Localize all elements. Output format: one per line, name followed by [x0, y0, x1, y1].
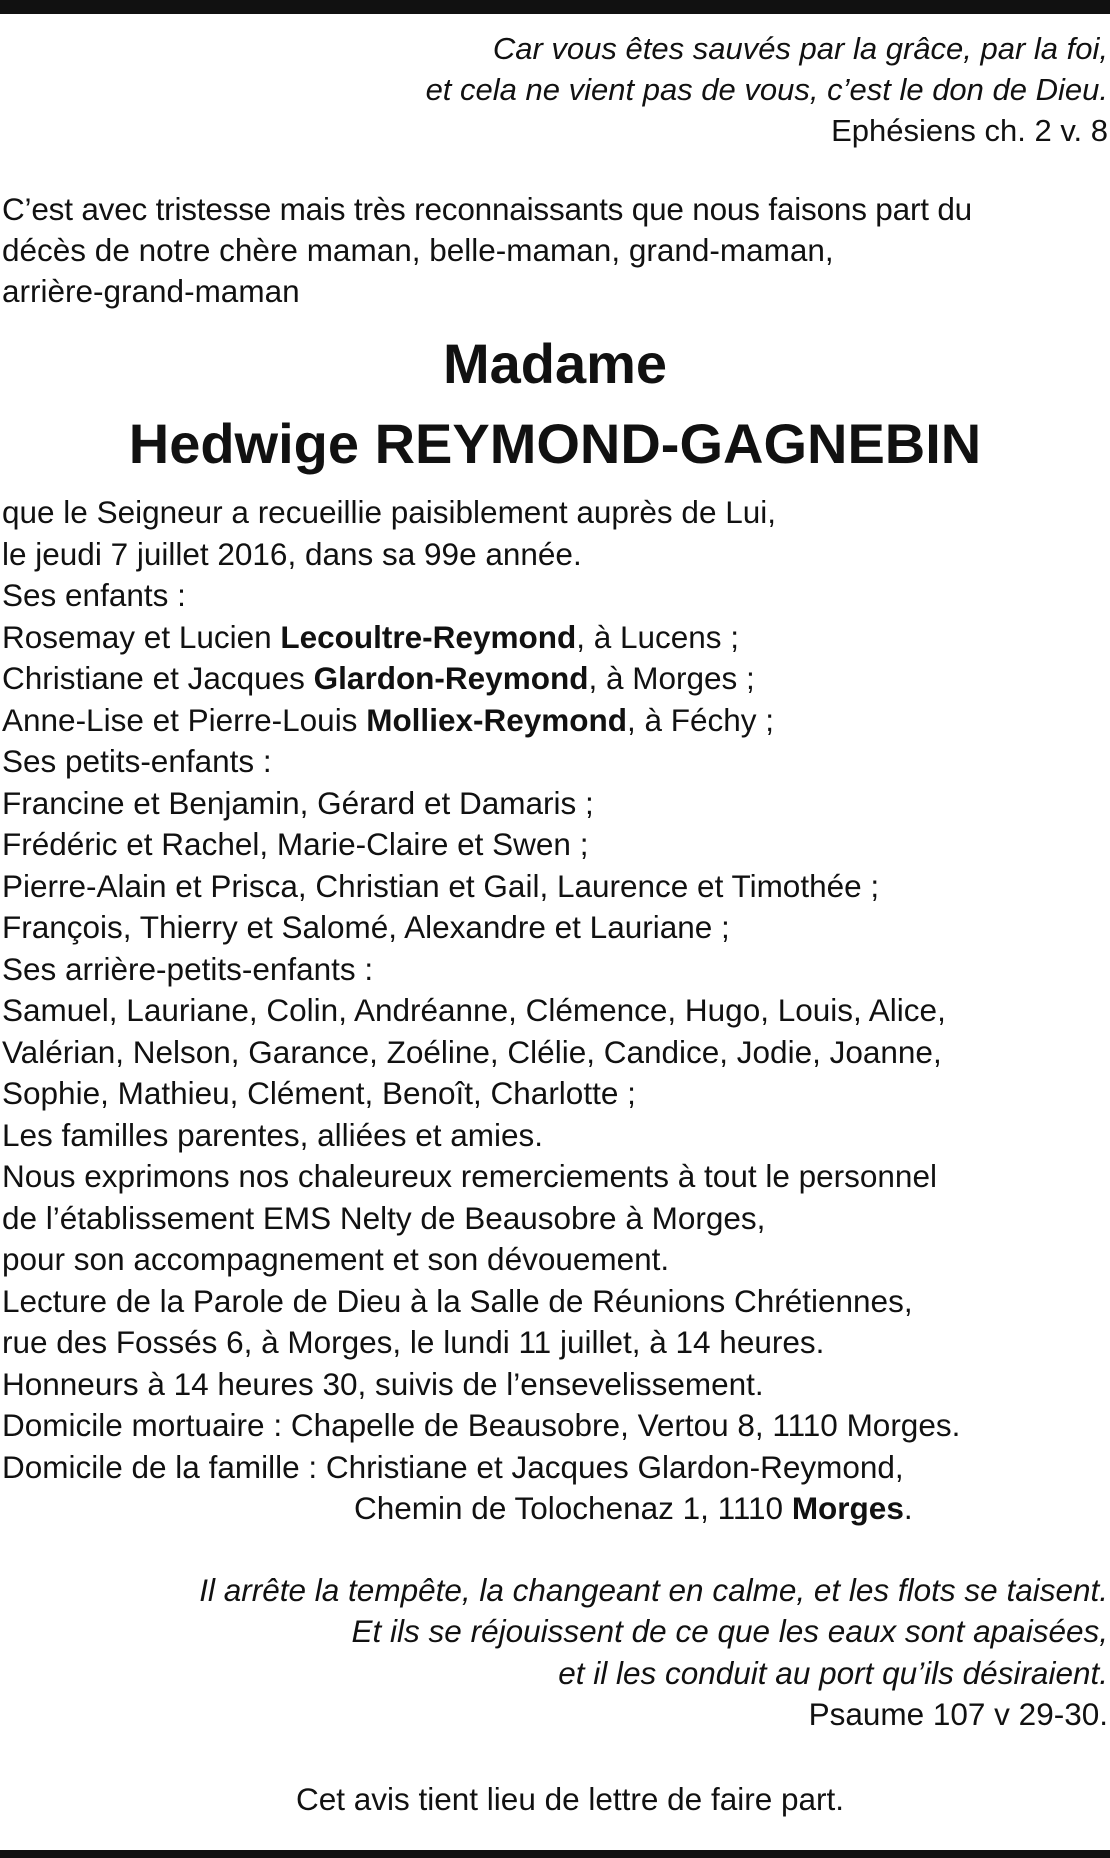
great-grandchildren-line: Sophie, Mathieu, Clément, Benoît, Charlotte ; [2, 1075, 636, 1111]
body-line-1: que le Seigneur a recueillie paisiblement auprès de Lui, [2, 494, 776, 530]
deceased-name-block [0, 324, 1110, 484]
child-family-1: Rosemay et Lucien Lecoultre-Reymond, à Lucens ; [2, 618, 740, 655]
ceremony-line: Lecture de la Parole de Dieu à la Salle de Réunions Chrétiennes, [2, 1282, 913, 1319]
announcement-intro [0, 189, 1110, 312]
obituary-notice [0, 28, 1110, 1820]
child-surname: Lecoultre-Reymond [280, 618, 577, 655]
closing-verse [0, 1570, 1110, 1736]
great-grandchildren-line: Samuel, Lauriane, Colin, Andréanne, Clémence, Hugo, Louis, Alice, [2, 992, 946, 1028]
ceremony-line: Domicile mortuaire : Chapelle de Beausobre, Vertou 8, 1110 Morges. [2, 1407, 961, 1443]
thanks-line: de l’établissement EMS Nelty de Beausobre à Morges, [2, 1199, 766, 1236]
family-address-city: Morges [791, 1490, 904, 1526]
child-family-2: Christiane et Jacques Glardon-Reymond, à Morges ; [2, 660, 755, 696]
intro-line-1: C’est avec tristesse mais très reconnaissants que nous faisons part du [2, 191, 972, 227]
closing-verse-line-3: et il les conduit au port qu’ils désiraient. [558, 1654, 1108, 1691]
deceased-name: Hedwige REYMOND-GAGNEBIN [128, 412, 982, 475]
grandchildren-line: Pierre-Alain et Prisca, Christian et Gail, Laurence et Timothée ; [2, 867, 880, 904]
closing-note: Cet avis tient lieu de lettre de faire part. [295, 1780, 845, 1817]
families-line: Les familles parentes, alliées et amies. [2, 1116, 544, 1153]
closing-verse-reference: Psaume 107 v 29-30. [808, 1696, 1108, 1732]
opening-verse [0, 28, 1110, 151]
intro-line-2: décès de notre chère maman, belle-maman, grand-maman, [2, 232, 834, 268]
deceased-title: Madame [442, 332, 668, 395]
ceremony-line: rue des Fossés 6, à Morges, le lundi 11 juillet, à 14 heures. [2, 1324, 825, 1360]
closing-verse-line-2: Et ils se réjouissent de ce que les eaux sont apaisées, [351, 1613, 1108, 1649]
grandchildren-line: Francine et Benjamin, Gérard et Damaris ; [2, 784, 594, 821]
family-address-line-2: Chemin de Tolochenaz 1, 1110 Morges. [354, 1490, 913, 1526]
great-grandchildren-line: Valérian, Nelson, Garance, Zoéline, Clélie, Candice, Jodie, Joanne, [2, 1033, 942, 1070]
opening-verse-line-1: Car vous êtes sauvés par la grâce, par la foi, [492, 31, 1108, 66]
grandchildren-heading: Ses petits-enfants : [2, 743, 272, 779]
great-grandchildren-heading: Ses arrière-petits-enfants : [2, 950, 374, 987]
thanks-line: pour son accompagnement et son dévouement. [2, 1241, 670, 1277]
closing-verse-line-1: Il arrête la tempête, la changeant en calme, et les flots se taisent. [199, 1571, 1108, 1608]
children-heading: Ses enfants : [2, 577, 186, 613]
opening-verse-line-2: et cela ne vient pas de vous, c’est le don de Dieu. [425, 72, 1108, 107]
child-family-3: Anne-Lise et Pierre-Louis Molliex-Reymond, à Féchy ; [2, 701, 775, 738]
opening-verse-reference: Ephésiens ch. 2 v. 8 [831, 113, 1108, 148]
child-surname: Glardon-Reymond [313, 660, 589, 696]
grandchildren-line: Frédéric et Rachel, Marie-Claire et Swen ; [2, 826, 589, 862]
child-surname: Molliex-Reymond [366, 701, 627, 738]
body-line-2: le jeudi 7 juillet 2016, dans sa 99e année. [2, 535, 582, 572]
ceremony-line: Honneurs à 14 heures 30, suivis de l’ensevelissement. [2, 1365, 764, 1402]
top-border-rule [0, 0, 1110, 14]
thanks-line: Nous exprimons nos chaleureux remerciements à tout le personnel [2, 1158, 937, 1194]
intro-line-3: arrière-grand-maman [2, 273, 300, 309]
grandchildren-line: François, Thierry et Salomé, Alexandre et Lauriane ; [2, 909, 730, 945]
family-address-line-1: Domicile de la famille : Christiane et Jacques Glardon-Reymond, [2, 1448, 904, 1485]
notice-body [0, 492, 1110, 1530]
bottom-border-rule [0, 1850, 1110, 1858]
